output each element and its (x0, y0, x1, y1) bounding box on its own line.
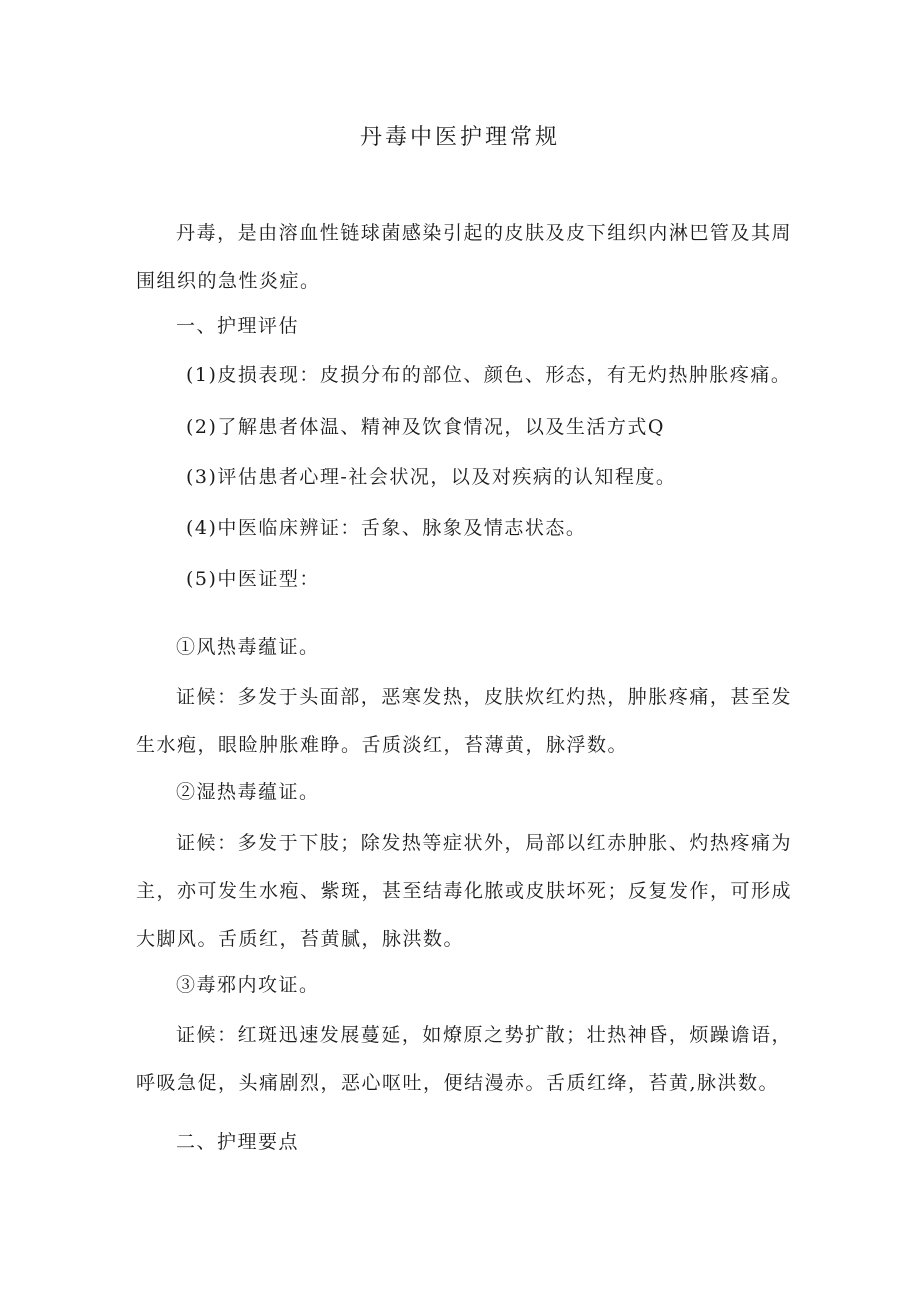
assessment-item-5: (5)中医证型： (186, 568, 320, 590)
section-heading-nursing-points: 二、护理要点 (176, 1131, 300, 1153)
syndrome-heading-1: ①风热毒蕴证。 (176, 636, 320, 658)
assessment-item-4: (4)中医临床辨证：舌象、脉象及情志状态。 (186, 517, 587, 539)
syndrome-heading-2: ②湿热毒蕴证。 (176, 781, 320, 803)
assessment-item-2: (2)了解患者体温、精神及饮食情况，以及生活方式Q (186, 416, 665, 438)
syndrome-symptoms-3: 证候：红斑迅速发展蔓延，如燎原之势扩散；壮热神昏，烦躁谵语，呼吸急促，头痛剧烈，恶心呕吐，便结漫赤。舌质红绛，苔黄,脉洪数。 (136, 1024, 792, 1094)
page-title: 丹毒中医护理常规 (359, 125, 560, 150)
syndrome-symptoms-1: 证候：多发于头面部，恶寒发热，皮肤炊红灼热，肿胀疼痛，甚至发生水疱，眼睑肿胀难睁。舌质淡红，苔薄黄，脉浮数。 (136, 686, 792, 756)
intro-paragraph: 丹毒，是由溶血性链球菌感染引起的皮肤及皮下组织内淋巴管及其周围组织的急性炎症。 (136, 222, 792, 292)
section-heading-assessment: 一、护理评估 (176, 315, 300, 337)
assessment-item-1: (1)皮损表现：皮损分布的部位、颜色、形态，有无灼热肿胀疼痛。 (186, 364, 792, 386)
assessment-item-3: (3)评估患者心理-社会状况，以及对疾病的认知程度。 (186, 466, 677, 488)
syndrome-heading-3: ③毒邪内攻证。 (176, 974, 320, 996)
syndrome-symptoms-2: 证候：多发于下肢；除发热等症状外，局部以红赤肿胀、灼热疼痛为主，亦可发生水疱、紫斑，甚至结毒化脓或皮肤坏死；反复发作，可形成大脚风。舌质红，苔黄腻，脉洪数。 (136, 832, 793, 950)
